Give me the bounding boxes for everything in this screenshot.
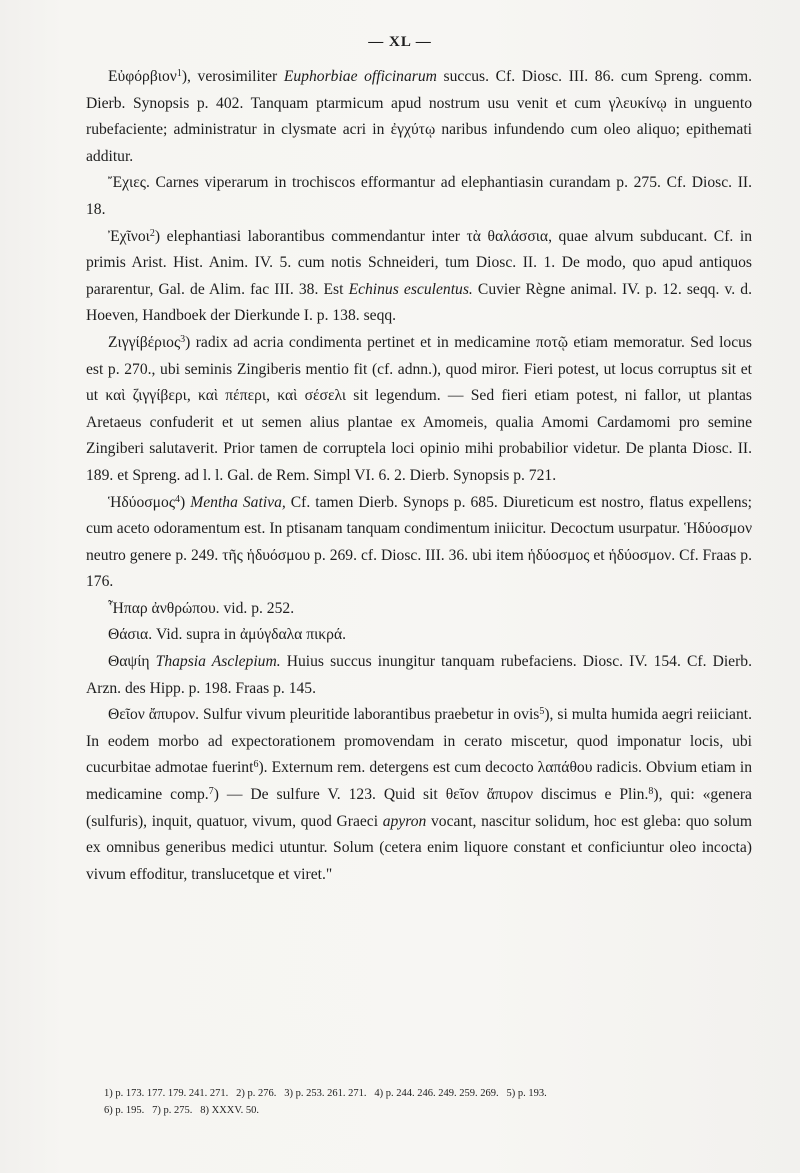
italic-term: Euphorbiae officinarum (283, 68, 437, 85)
text-run: Ἡδύοσμος (108, 493, 176, 511)
paragraph (86, 170, 752, 223)
paragraph (86, 224, 752, 330)
page-number-header: — XL — (368, 34, 432, 50)
text-run: Huius succus inungitur tanquam rubefaciens. Diosc. IV. 154. Cf. Dierb. Arzn. des Hipp. p. 198. Fraas p. 145. (86, 653, 752, 697)
text-run: ), si multa humida aegri reiiciant. In eodem morbo ad expectorationem promovendam in cerato miscetur, quod imponatur locis, ubi cucurbitae admotae fuerint (86, 706, 752, 777)
footnote-line: 6) p. 195. 7) p. 275. 8) XXXV. 50. (104, 1105, 259, 1116)
text-run: Θεῖον ἄπυρον. Sulfur vivum pleuritide laborantibus praebetur in ovis (108, 706, 540, 724)
paragraph (86, 596, 752, 623)
main-text (86, 64, 752, 888)
paragraph (86, 622, 752, 649)
text-run: Θάσια. Vid. supra in ἀμύγδαλα πικρά. (108, 626, 347, 644)
italic-term: Echinus esculentus. (348, 280, 473, 298)
text-run: Θαψίη (108, 653, 156, 671)
footnote-ref: 2 (149, 227, 155, 239)
footnote-ref: 1 (176, 68, 182, 79)
footnote-ref: 3 (180, 333, 186, 345)
text-run: Ἔχιες. Carnes viperarum in trochiscos efformantur ad elephantiasin curandam p. 275. Cf. Diosc. II. 18. (86, 174, 752, 218)
text-run: ). Externum rem. detergens est cum decocto λαπάθου radicis. Obvium etiam in medicamine comp. (86, 759, 752, 804)
text-run: ) (180, 493, 191, 511)
text-run: ), qui: «genera (sulfuris), inquit, quatuor, vivum, quod Graeci (86, 786, 752, 830)
text-run: Cuvier Règne animal. IV. p. 12. seqq. v. d. Hoeven, Handboek der Dierkunde I. p. 138. seqq. (86, 280, 752, 325)
italic-term: Mentha Sativa, (190, 493, 286, 511)
text-run: Ἐχῖνοι (108, 227, 150, 245)
footnote-ref: 4 (175, 493, 181, 505)
paragraph (86, 649, 752, 702)
italic-term: Thapsia Asclepium. (155, 653, 281, 671)
text-run: Ἧπαρ ἀνθρώπου. vid. p. 252. (108, 599, 295, 617)
text-run: Ζιγγίβέριος (108, 333, 181, 351)
footnote-line: 1) p. 173. 177. 179. 241. 271. 2) p. 276. 3) p. 253. 261. 271. 4) p. 244. 246. 249. 259. 269. 5) p. 193. (104, 1088, 547, 1099)
text-run: Cf. tamen Dierb. Synops p. 685. Diureticum est nostro, flatus expellens; cum aceto odoramentum est. In ptisanam tanquam condimentum iniicitur. Decoctum usurpatur. Ἡδύοσμον neutro genere p. 249. τῆς ἡδυόσμου p. 269. cf. Diosc. III. 36. ubi item ἡδύοσμος et ἡδύοσμον. Cf. Fraas p. 176. (86, 493, 752, 591)
paragraph (86, 64, 752, 170)
italic-term: apyron (382, 812, 427, 830)
text-run: Εὐφόρβιον (108, 68, 177, 85)
text-run: ) elephantiasi laborantibus commendantur inter τὰ θαλάσσια, quae alvum subducant. Cf. in primis Arist. Hist. Anim. IV. 5. cum notis Schneideri, tum Diosc. II. 1. De modo, quo apud antiquos pararentur, Gal. de Alim. fac III. 38. Est (86, 227, 752, 298)
paragraph (86, 702, 752, 888)
footnote-ref: 7 (208, 786, 214, 798)
text-run: succus. Cf. Diosc. III. 86. cum Spreng. comm. Dierb. Synopsis p. 402. Tanquam ptarmicum apud nostrum usu venit et cum γλευκίνῳ in unguento rubefaciente; administratur in clysmate acri in ἐγχύτῳ naribus infundendo cum oleo aliquo; epithemati additur. (86, 68, 753, 165)
paragraph (86, 330, 752, 490)
footnotes (104, 1085, 764, 1119)
footnote-ref: 6 (253, 759, 259, 771)
text-run: ), verosimiliter (181, 68, 284, 85)
footnote-ref: 8 (648, 786, 654, 798)
text-run: ) radix ad acria condimenta pertinet et in medicamine ποτῷ etiam memoratur. Sed locus est p. 270., ubi seminis Zingiberis mentio fit (cf. adnn.), quod miror. Fieri potest, ut locus corruptus sit et ut καὶ ζιγγίβερι, καὶ πέπερι, καὶ σέσελι sit legendum. — Sed fieri etiam potest, ni fallor, ut plantas Aretaeus confuderit et ut semen alius plantae ex Amomeis, qualia Amomi Cardamomi pro semine Zingiberi salutaverit. Prior tamen de corruptela loci opinio mihi probabilior videtur. De planta Diosc. II. 189. et Spreng. ad l. l. Gal. de Rem. Simpl VI. 6. 2. Dierb. Synopsis p. 721. (86, 333, 752, 484)
text-run: ) — De sulfure V. 123. Quid sit θεῖον ἄπυρον discimus e Plin. (213, 786, 649, 804)
text-run: vocant, nascitur solidum, hoc est gleba: quo solum ex omnibus generibus medici utuntur. Solum (cetera enim liquore constant et conficiuntur oleo incocta) vivum effoditur, translucetque et viret." (86, 812, 753, 883)
paragraph (86, 490, 752, 596)
footnote-ref: 5 (539, 706, 545, 718)
